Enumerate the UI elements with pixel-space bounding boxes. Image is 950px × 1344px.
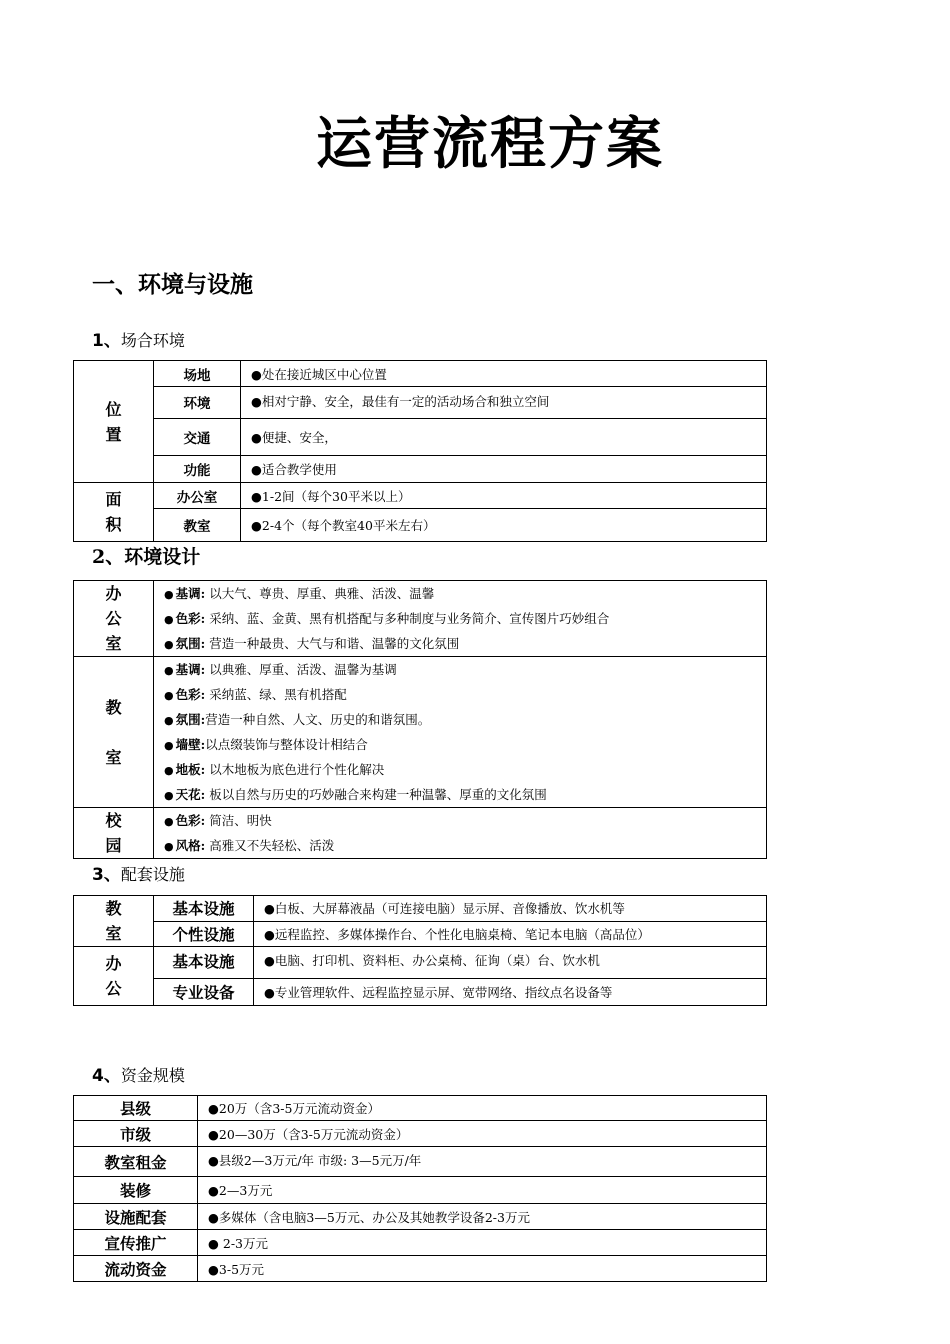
table-row	[74, 896, 767, 922]
row-value: ●白板、大屏幕液晶（可连接电脑）显示屏、音像播放、饮水机等	[254, 896, 767, 922]
row-value: ●远程监控、多媒体操作台、个性化电脑桌椅、笔记本电脑（高品位）	[254, 921, 767, 947]
table-row	[74, 1096, 767, 1121]
subsection-label: 资金规模	[120, 1066, 185, 1085]
row-key: 宣传推广	[74, 1230, 198, 1256]
table-row	[74, 1230, 767, 1256]
row-key: 基本设施	[154, 896, 254, 922]
list-item: ● 色彩: 采纳、蓝、金黄、黑有机搭配与多种制度与业务简介、宣传图片巧妙组合	[164, 611, 610, 626]
row-key: 教室租金	[74, 1147, 198, 1177]
table-row	[74, 979, 767, 1006]
row-value: ●20万（含3-5万元流动资金）	[198, 1096, 767, 1121]
row-group-label	[74, 808, 154, 859]
list-item: ● 风格: 高雅又不失轻松、活泼	[164, 838, 335, 853]
row-key: 基本设施	[154, 947, 254, 979]
group-label-location: 位 置	[105, 399, 122, 444]
row-group-label	[74, 657, 154, 808]
subsection-label: 场合环境	[120, 331, 185, 350]
row-value: ●3-5万元	[198, 1256, 767, 1282]
row-key: 教室	[154, 509, 241, 542]
subsection-heading-facilities	[92, 860, 185, 885]
row-value: ●2—3万元	[198, 1177, 767, 1204]
row-value: ●相对宁静、安全，最佳有一定的活动场合和独立空间	[241, 387, 767, 419]
table-row	[74, 483, 767, 509]
row-value: ●处在接近城区中心位置	[241, 361, 767, 387]
row-value: ●电脑、打印机、资料柜、办公桌椅、征询（桌）台、饮水机	[254, 947, 767, 979]
group-label-office: 办 公 室	[105, 584, 122, 653]
row-value: ●专业管理软件、远程监控显示屏、宽带网络、指纹点名设备等	[254, 979, 767, 1006]
table-row	[74, 921, 767, 947]
row-group-label	[74, 361, 154, 483]
row-group-label	[74, 947, 154, 1006]
row-key: 装修	[74, 1177, 198, 1204]
row-key: 个性设施	[154, 921, 254, 947]
list-item: ● 地板: 以木地板为底色进行个性化解决	[164, 762, 385, 777]
row-key: 设施配套	[74, 1204, 198, 1230]
table-row	[74, 657, 767, 808]
row-key: 交通	[154, 419, 241, 456]
list-item: ● 氛围: 营造一种最贵、大气与和谐、温馨的文化氛围	[164, 636, 460, 651]
group-label-classroom: 教 室	[105, 899, 122, 943]
table-row	[74, 1256, 767, 1282]
group-label-area: 面 积	[105, 490, 122, 534]
venue-table	[73, 360, 767, 542]
row-value-list	[154, 808, 767, 859]
row-key: 环境	[154, 387, 241, 419]
table-row	[74, 1204, 767, 1230]
row-value: ●多媒体（含电脑3—5万元、办公及其她教学设备2-3万元	[198, 1204, 767, 1230]
row-key: 市级	[74, 1121, 198, 1147]
group-label-classroom: 教 室	[105, 697, 122, 767]
subsection-heading-design: 2、环境设计	[92, 546, 201, 568]
table-row	[74, 456, 767, 483]
row-value: ●县级2—3万元/年 市级: 3—5元万/年	[198, 1147, 767, 1177]
row-group-label	[74, 483, 154, 542]
list-item: ● 基调: 以典雅、厚重、活泼、温馨为基调	[164, 662, 397, 677]
row-value-list	[154, 581, 767, 657]
subsection-heading-venue	[92, 326, 185, 351]
facilities-table	[73, 895, 767, 1006]
group-label-office: 办 公	[105, 954, 122, 998]
row-key: 功能	[154, 456, 241, 483]
row-group-label	[74, 581, 154, 657]
row-key: 流动资金	[74, 1256, 198, 1282]
table-row	[74, 387, 767, 419]
subsection-number: 3、	[92, 865, 121, 885]
subsection-number: 4、	[92, 1066, 121, 1086]
row-value: ●2-4个（每个教室40平米左右）	[241, 509, 767, 542]
table-row	[74, 509, 767, 542]
table-row	[74, 419, 767, 456]
list-item: ● 色彩: 简洁、明快	[164, 813, 272, 828]
table-row	[74, 1121, 767, 1147]
row-value: ● 2-3万元	[198, 1230, 767, 1256]
subsection-number: 1、	[92, 331, 121, 351]
table-row	[74, 1177, 767, 1204]
row-group-label	[74, 896, 154, 947]
section-heading: 一、环境与设施	[92, 272, 253, 298]
row-value: ●适合教学使用	[241, 456, 767, 483]
list-item: ● 天花: 板以自然与历史的巧妙融合来构建一种温馨、厚重的文化氛围	[164, 787, 547, 802]
design-table	[73, 580, 767, 859]
subsection-heading-funding	[92, 1061, 185, 1086]
list-item: ● 基调: 以大气、尊贵、厚重、典雅、活泼、温馨	[164, 586, 435, 601]
subsection-label: 配套设施	[120, 865, 185, 884]
row-value: ●便捷、安全，	[241, 419, 767, 456]
list-item: ● 墙壁:以点缀装饰与整体设计相结合	[164, 737, 368, 752]
row-key: 县级	[74, 1096, 198, 1121]
table-row	[74, 361, 767, 387]
table-row	[74, 1147, 767, 1177]
row-key: 场地	[154, 361, 241, 387]
row-value-list	[154, 657, 767, 808]
group-label-campus: 校 园	[105, 811, 122, 855]
table-row	[74, 581, 767, 657]
funding-table	[73, 1095, 767, 1282]
list-item: ● 氛围:营造一种自然、人文、历史的和谐氛围。	[164, 712, 431, 727]
page-title: 运营流程方案	[316, 112, 664, 177]
row-key: 专业设备	[154, 979, 254, 1006]
table-row	[74, 808, 767, 859]
row-key: 办公室	[154, 483, 241, 509]
row-value: ●1-2间（每个30平米以上）	[241, 483, 767, 509]
table-row	[74, 947, 767, 979]
list-item: ● 色彩: 采纳蓝、绿、黑有机搭配	[164, 687, 347, 702]
row-value: ●20—30万（含3-5万元流动资金）	[198, 1121, 767, 1147]
